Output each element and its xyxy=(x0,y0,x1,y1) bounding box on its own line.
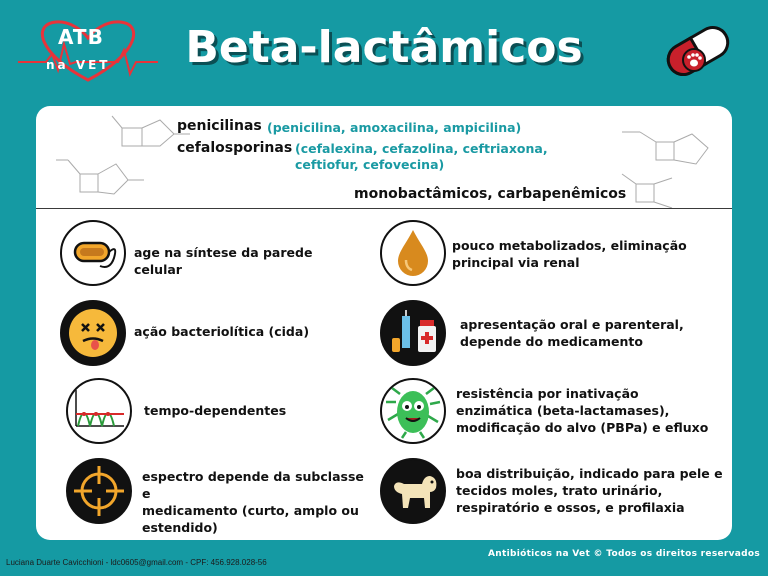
author-credit: Luciana Duarte Cavicchioni - ldc0605@gmail.com - CPF: 456.928.028-56 xyxy=(6,558,267,567)
item-text-elimination: pouco metabolizados, eliminação principal via renal xyxy=(452,238,687,270)
time-curve-icon xyxy=(66,378,132,444)
item-text-spectrum: espectro depende da subclasse e medicamento (curto, amplo ou estendido) xyxy=(142,469,364,535)
item-text-administration: apresentação oral e parenteral, depende do medicamento xyxy=(460,317,684,349)
medicine-bottles-icon xyxy=(380,300,446,366)
content-card xyxy=(36,106,732,540)
divider xyxy=(36,208,732,209)
item-text-time-dependent: tempo-dependentes xyxy=(144,403,287,418)
item-text-cell-wall: age na síntese da parede celular xyxy=(134,245,313,277)
cefalosporinas-examples-line2: ceftiofur, cefovecina) xyxy=(295,157,445,172)
drop-icon xyxy=(380,220,446,286)
cefalosporinas-examples-line1: (cefalexina, cefazolina, ceftriaxona, xyxy=(295,141,548,156)
page-title: Beta-lactâmicos xyxy=(185,22,583,73)
other-classes-label: monobactâmicos, carbapenêmicos xyxy=(354,186,627,202)
item-text-resistance: resistência por inativação enzimática (beta-lactamases), modificação do alvo (PBPa) e efluxo xyxy=(456,386,709,435)
logo-na-vet: na VET xyxy=(46,58,111,72)
dog-icon xyxy=(380,458,446,524)
crosshair-icon xyxy=(66,458,132,524)
copyright-text: Antibióticos na Vet © Todos os direitos reservados xyxy=(488,549,761,559)
penicilinas-examples: (penicilina, amoxacilina, ampicilina) xyxy=(267,120,522,135)
dizzy-face-icon xyxy=(60,300,126,366)
cefalosporinas-label: cefalosporinas xyxy=(177,140,293,156)
penicilinas-label: penicilinas xyxy=(177,118,262,134)
pill-paw-icon xyxy=(660,20,736,82)
bacterium-icon xyxy=(60,220,126,286)
item-text-distribution: boa distribuição, indicado para pele e tecidos moles, trato urinário, respiratório e ossos, e profilaxia xyxy=(456,466,723,515)
logo-atb: ATB xyxy=(58,25,104,49)
item-text-bactericidal: ação bacteriolítica (cida) xyxy=(134,324,310,339)
germ-icon xyxy=(380,378,446,444)
